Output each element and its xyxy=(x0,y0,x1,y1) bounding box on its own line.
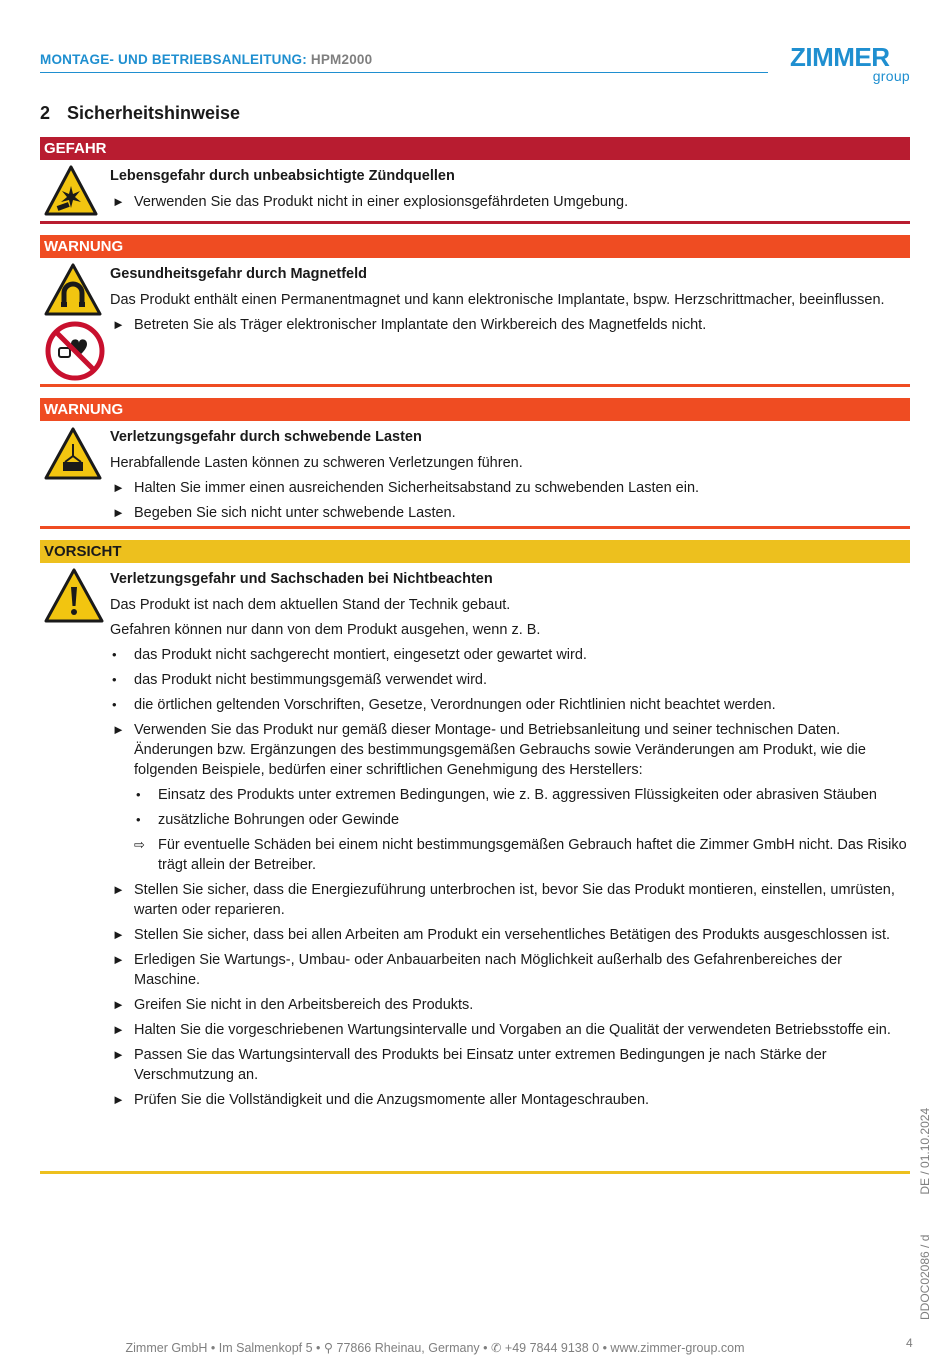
doc-side-info xyxy=(918,1108,932,1320)
vorsicht-result-1: ⇨ Für eventuelle Schäden bei einem nicht bestimmungsgemäßen Gebrauch haftet die Zimmer GmbH nicht. Das Risiko trägt allein der Betreiber. xyxy=(134,837,907,873)
warnung1-text-1: Das Produkt enthält einen Permanentmagnet und kann elektronische Implantate, bspw. Herzschrittmacher, beeinflussen. xyxy=(110,292,885,308)
warnung1-action-1: ► Betreten Sie als Träger elektronischer Implantate den Wirkbereich des Magnetfelds nicht. xyxy=(112,317,707,333)
logo-word: ZIMMER xyxy=(790,42,890,72)
gefahr-endline xyxy=(40,221,910,224)
manual-title: MONTAGE- UND BETRIEBSANLEITUNG: xyxy=(40,52,307,67)
vorsicht-action-6: ► Halten Sie die vorgeschriebenen Wartungsintervalle und Vorgaben an die Qualität der verwendeten Betriebsstoffe ein. xyxy=(112,1022,891,1038)
warnung2-action-2: ► Begeben Sie sich nicht unter schwebende Lasten. xyxy=(112,505,456,521)
doc-code: DDOC02086 / d xyxy=(918,1234,932,1320)
page-number: 4 xyxy=(906,1336,913,1350)
section-title xyxy=(40,103,240,124)
logo-group: group xyxy=(872,68,910,84)
vorsicht-action-7: ► Passen Sie das Wartungsintervall des Produkts bei Einsatz unter extremen Bedingungen je nach Stärke der Verschmutzung an. xyxy=(112,1047,827,1083)
warnung1-bar: WARNUNG xyxy=(40,235,910,258)
magnetic-field-warning-icon xyxy=(43,262,103,318)
footer-address: Zimmer GmbH • Im Salmenkopf 5 • ⚲ 77866 Rheinau, Germany • ✆ +49 7844 9138 0 • www.zimmer-group.com xyxy=(125,1341,745,1355)
vorsicht-bullet-1: • das Produkt nicht sachgerecht montiert, eingesetzt oder gewartet wird. xyxy=(112,647,587,663)
warnung2-endline xyxy=(40,526,910,529)
warnung1-endline xyxy=(40,384,910,387)
notice-vorsicht xyxy=(40,540,910,1108)
suspended-load-warning-icon xyxy=(43,426,103,482)
gefahr-bar: GEFAHR xyxy=(40,137,910,160)
section-heading: Sicherheitshinweise xyxy=(67,103,241,123)
header-title xyxy=(40,52,372,67)
no-pacemaker-prohibition-icon xyxy=(45,321,105,381)
vorsicht-action-8: ► Prüfen Sie die Vollständigkeit und die Anzugsmomente aller Montageschrauben. xyxy=(112,1092,650,1108)
vorsicht-action-4: ► Erledigen Sie Wartungs-, Umbau- oder Anbauarbeiten nach Möglichkeit außerhalb des Gefahrenbereiches der Maschine. xyxy=(112,952,842,988)
explosive-warning-icon xyxy=(43,164,99,218)
vorsicht-action-1: ► Verwenden Sie das Produkt nur gemäß dieser Montage- und Betriebsanleitung und seiner technischen Daten. Änderungen bzw. Ergänzungen des bestimmungsgemäßen Gebrauchs sowie Veränderungen am Produkt, wie die folgenden Beispiele, bedürfen einer schriftlichen Genehmigung des Herstellers: xyxy=(112,722,866,778)
vorsicht-action-5: ► Greifen Sie nicht in den Arbeitsbereich des Produkts. xyxy=(112,997,474,1013)
vorsicht-action-3: ► Stellen Sie sicher, dass bei allen Arbeiten am Produkt ein versehentliches Betätigen des Produkts ausgeschlossen ist. xyxy=(112,927,891,943)
notice-warnung-magnetfeld xyxy=(40,235,910,333)
vorsicht-sub-2: • zusätzliche Bohrungen oder Gewinde xyxy=(136,812,400,828)
vorsicht-endline xyxy=(40,1171,910,1174)
vorsicht-action-2: ► Stellen Sie sicher, dass die Energiezuführung unterbrochen ist, bevor Sie das Produkt montieren, einstellen, umrüsten, warten oder reparieren. xyxy=(112,882,895,918)
vorsicht-sub-1: • Einsatz des Produkts unter extremen Bedingungen, wie z. B. aggressiven Flüssigkeiten oder abrasiven Stäuben xyxy=(136,787,877,803)
zimmer-logo xyxy=(790,44,915,89)
warnung2-text-1: Herabfallende Lasten können zu schweren Verletzungen führen. xyxy=(110,455,523,471)
warnung2-bar: WARNUNG xyxy=(40,398,910,421)
vorsicht-text-1: Das Produkt ist nach dem aktuellen Stand der Technik gebaut. xyxy=(110,597,511,613)
warnung1-heading: Gesundheitsgefahr durch Magnetfeld xyxy=(110,266,367,282)
model-name: HPM2000 xyxy=(310,52,373,67)
header-rule xyxy=(40,72,768,73)
section-number: 2 xyxy=(40,103,51,123)
gefahr-action-1: ► Verwenden Sie das Produkt nicht in einer explosionsgefährdeten Umgebung. xyxy=(112,194,629,210)
vorsicht-bar: VORSICHT xyxy=(40,540,910,563)
vorsicht-bullet-2: • das Produkt nicht bestimmungsgemäß verwendet wird. xyxy=(112,672,487,688)
doc-date: DE / 01.10.2024 xyxy=(918,1107,932,1195)
general-warning-icon xyxy=(43,567,105,625)
notice-warnung-lasten xyxy=(40,398,910,521)
vorsicht-heading: Verletzungsgefahr und Sachschaden bei Nichtbeachten xyxy=(110,571,493,587)
warnung2-action-1: ► Halten Sie immer einen ausreichenden Sicherheitsabstand zu schwebenden Lasten ein. xyxy=(112,480,700,496)
gefahr-heading: Lebensgefahr durch unbeabsichtigte Zündquellen xyxy=(110,168,455,184)
warnung2-heading: Verletzungsgefahr durch schwebende Lasten xyxy=(110,429,422,445)
vorsicht-bullet-3: • die örtlichen geltenden Vorschriften, Gesetze, Verordnungen oder Richtlinien nicht beachtet werden. xyxy=(112,697,776,713)
notice-gefahr xyxy=(40,137,910,210)
vorsicht-text-2: Gefahren können nur dann von dem Produkt ausgehen, wenn z. B. xyxy=(110,622,541,638)
